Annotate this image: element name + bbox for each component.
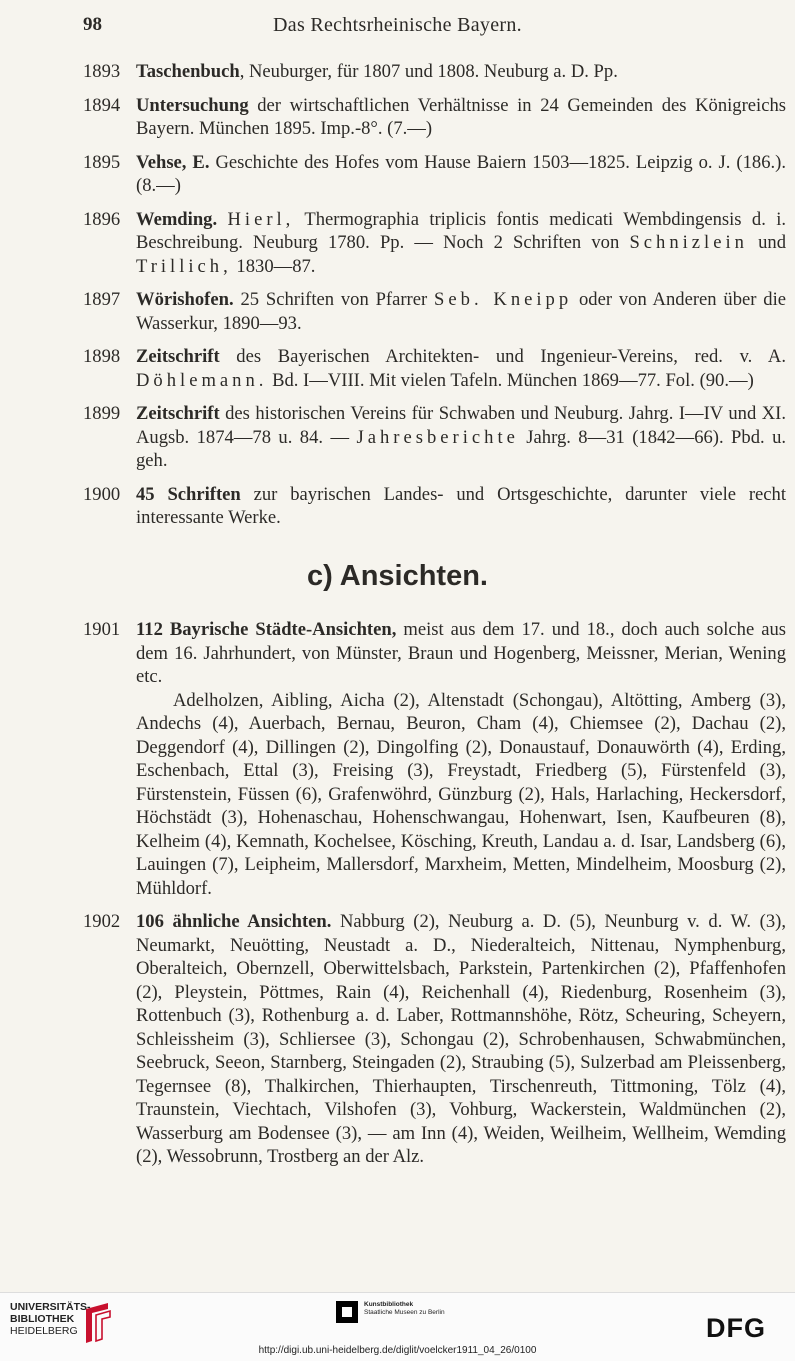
entry-number: 1899 xyxy=(83,403,121,424)
entry-text: Nabburg (2), Neuburg a. D. (5), Neunburg v. d. W. (3), Neumarkt, Neuötting, Neustadt a. D., Niederalteich, Nittenau, Nymphenburg, Oberalteich, Obernzell, Oberwittelsbach, Parkstein, Partenkirchen (2), Pfaffenhofen (2), Pleystein, Pöttmes, Rain (4), Reichenhall (4), Riedenburg, Rosenheim (3), Rottenbuch (3), Rothenburg a. d. Laber, Rottmannshöhe, Rötz, Scheuring, Scheyern, Schleissheim (3), Schliersee (3), Schongau (2), Schrobenhausen, Schwabmünchen, Seebruck, Seeon, Starnberg, Steingaden (2), Straubing (5), Sulzerbad am Pleissenberg, Tegernsee (8), Thalkirchen, Thierhaupten, Tirschenreuth, Tittmoning, Tölz (4), Traunstein, Viechtach, Vilshofen (3), Vohburg, Wackerstein, Waldmünchen (2), Wasserburg am Bodensee (3), — am Inn (4), Weiden, Weilheim, Wellheim, Wemding (2), Wessobrunn, Trostberg an der Alz. xyxy=(136,911,786,1167)
entry-title: Zeitschrift xyxy=(136,346,220,367)
entry-1897 xyxy=(83,288,786,335)
entry-text: meist aus dem 17. und 18., doch auch solche aus dem 16. Jahrhundert, von Münster, Braun und Hogenberg, Meissner, Merian, Wening etc. xyxy=(136,619,786,687)
permalink-url[interactable]: http://digi.ub.uni-heidelberg.de/diglit/voelcker1911_04_26/0100 xyxy=(258,1345,537,1356)
entry-1900 xyxy=(83,483,787,530)
entry-title: 45 Schriften xyxy=(136,483,241,505)
entry-title: Taschenbuch xyxy=(136,61,240,82)
entry-1901 xyxy=(83,618,786,900)
entry-title: Wemding. xyxy=(136,208,218,230)
entry-title: 112 Bayrische Städte-Ansichten, xyxy=(136,619,397,640)
section-heading: c) Ansichten. xyxy=(306,560,488,592)
entry-1896 xyxy=(83,208,787,279)
entry-number: 1898 xyxy=(83,346,121,367)
entry-author: Hierl, xyxy=(227,208,295,230)
entry-text: des Bayerischen Architekten- und Ingenieur-Vereins, red. v. A. xyxy=(219,346,786,367)
page-number: 98 xyxy=(83,14,102,35)
entry-text: Thermographia triplicis fontis medicati Wembdingensis d. i. Beschreibung. Neuburg 1780. Pp. — Noch 2 Schriften von xyxy=(136,208,787,253)
entry-text: Bd. I—VIII. Mit vielen Tafeln. München 1869—77. Fol. (90.—) xyxy=(272,369,754,391)
entry-title: Wörishofen. xyxy=(136,289,234,310)
ub-logo-line: UNIVERSITÄTS- xyxy=(10,1301,91,1313)
entry-text: 1830—87. xyxy=(236,255,316,277)
entry-1899 xyxy=(83,402,787,473)
entry-text: Geschichte des Hofes vom Hause Baiern 1503—1825. Leipzig o. J. (186.). (8.—) xyxy=(136,151,786,196)
digitization-footer xyxy=(0,1292,795,1361)
entry-title: Zeitschrift xyxy=(136,403,220,424)
entry-author: Döhlemann. xyxy=(136,369,268,391)
entry-title: Untersuchung xyxy=(136,94,249,116)
entry-number: 1902 xyxy=(83,911,121,932)
entry-text: Jahrg. 8—31 (1842—66). Pbd. u. geh. xyxy=(136,426,787,471)
catalogue-entries xyxy=(83,60,787,540)
entry-1898 xyxy=(83,345,786,392)
kb-logo-line: Staatliche Museen zu Berlin xyxy=(364,1309,445,1316)
place-list: Adelholzen, Aibling, Aicha (2), Altenstadt (Schongau), Altötting, Amberg (3), Andechs (4), Auerbach, Bernau, Beuron, Cham (4), Chiemsee (2), Dachau (2), Deggendorf (4), Dillingen (2), Dingolfing (2), Donaustauf, Donauwörth (4), Erding, Eschenbach, Ettal (3), Freising (3), Freystadt, Friedberg (5), Fürstenfeld (3), Fürstenstein, Füssen (6), Grafenwöhrd, Günzburg (2), Hals, Harlaching, Heckersdorf, Höchstädt (3), Hohenaschau, Hohenschwangau, Hohenwart, Isen, Kaufbeuren (8), Kelheim (4), Kemnath, Kochelsee, Kösching, Kreuth, Landau a. d. Isar, Landsberg (6), Lauingen (7), Leipheim, Mallersdorf, Marxheim, Metten, Mindelheim, Moosburg (2), Mühldorf. xyxy=(136,689,786,899)
entry-text: 25 Schriften von Pfarrer xyxy=(233,289,428,310)
kunstbibliothek-logo[interactable] xyxy=(336,1301,445,1317)
running-head: Das Rechtsrheinische Bayern. xyxy=(273,14,522,36)
ub-logo-line: BIBLIOTHEK xyxy=(10,1313,75,1325)
entry-number: 1895 xyxy=(83,151,121,173)
entry-number: 1894 xyxy=(83,94,121,116)
dfg-logo[interactable]: DFG xyxy=(706,1313,766,1343)
entry-author: Jahresberichte xyxy=(356,426,519,448)
entry-number: 1893 xyxy=(83,61,121,82)
entry-1894 xyxy=(83,94,786,141)
entry-title: 106 ähnliche Ansichten. xyxy=(136,911,332,932)
entry-number: 1897 xyxy=(83,289,121,310)
entry-text: der wirtschaftlichen Verhältnisse in 24 Gemeinden des Königreichs Bayern. München 1895. Imp.-8°. (7.—) xyxy=(136,94,786,139)
entry-text: des historischen Vereins für Schwaben und Neuburg. Jahrg. I—IV und XI. Augsb. 1874—78 u. 84. — xyxy=(136,403,786,448)
entry-text: zur bayrischen Landes- und Ortsgeschichte, darunter viele recht interessante Werke. xyxy=(136,483,787,528)
kunstbibliothek-mark-icon xyxy=(336,1301,358,1323)
entry-number: 1901 xyxy=(83,619,121,640)
entry-text: und xyxy=(758,232,786,253)
entry-author: Trillich, xyxy=(136,255,232,277)
entry-number: 1900 xyxy=(83,483,121,505)
entry-title: Vehse, E. xyxy=(136,151,210,173)
entry-author: Schnizlein xyxy=(629,232,748,253)
entry-author: Seb. Kneipp xyxy=(434,289,573,310)
entry-number: 1896 xyxy=(83,208,121,230)
kb-logo-line: Kunstbibliothek xyxy=(364,1301,414,1308)
entry-1893 xyxy=(83,60,786,84)
views-entries xyxy=(83,618,786,1179)
entry-text: , Neuburger, für 1807 und 1808. Neuburg a. D. Pp. xyxy=(239,61,618,82)
ub-logo-line: HEIDELBERG xyxy=(10,1325,78,1337)
ub-heidelberg-mark-icon xyxy=(82,1301,114,1345)
entry-text: oder von Anderen über die Wasserkur, 1890—93. xyxy=(136,289,786,334)
ub-heidelberg-logo[interactable] xyxy=(10,1301,91,1337)
entry-1902 xyxy=(83,910,786,1169)
entry-1895 xyxy=(83,151,786,198)
